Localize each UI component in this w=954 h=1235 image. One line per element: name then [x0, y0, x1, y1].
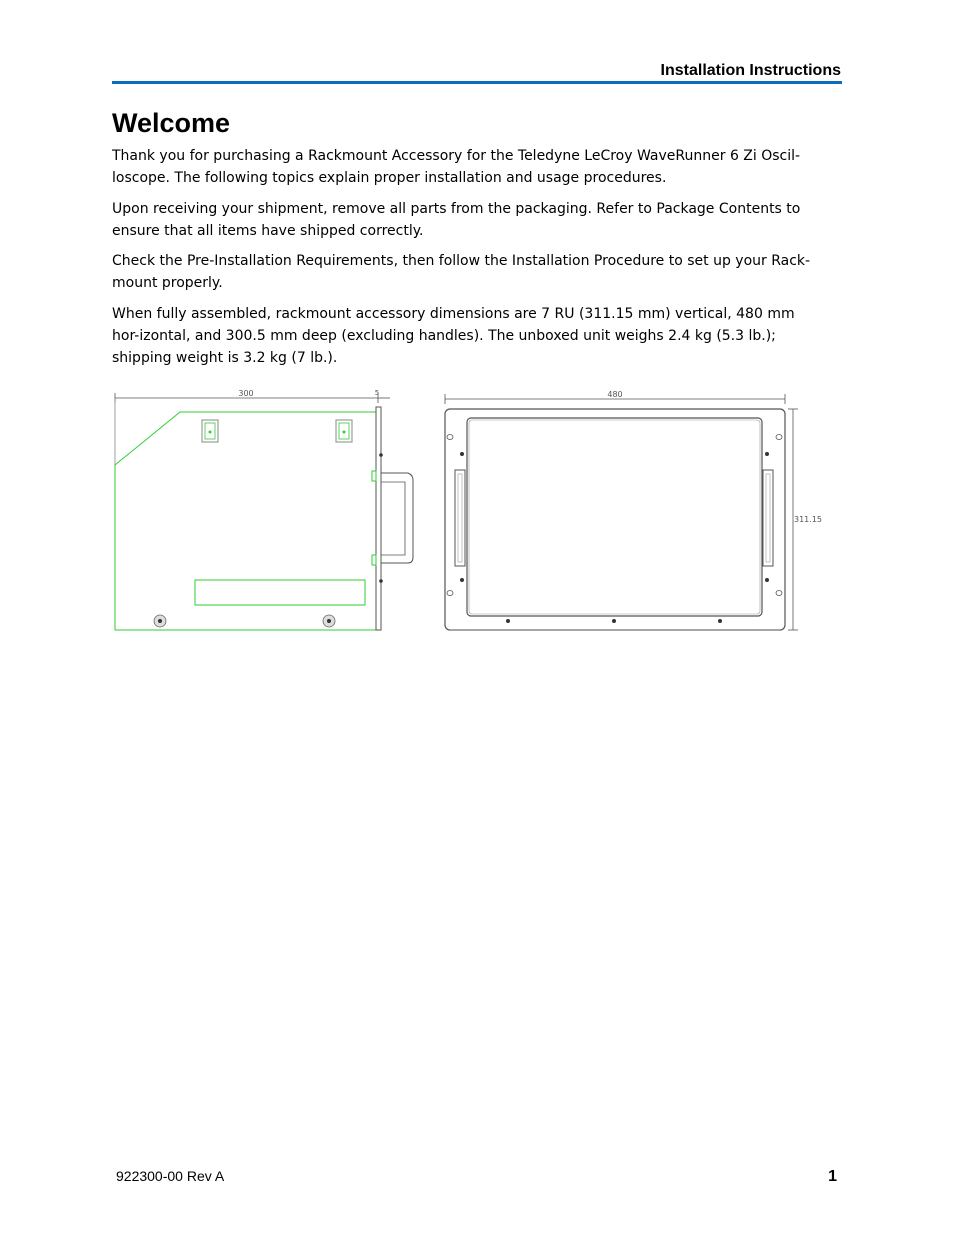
paragraph-dimensions: When fully assembled, rackmount accessory dimensions are 7 RU (311.15 mm) vertical, 480 mm hor-izontal, and 300.5 mm deep (excluding handles). The unboxed unit weighs 2.4 kg (5.3 lb.); shipping weight is 3.2 kg (7 lb.).: [112, 305, 795, 367]
paragraph-requirements: Check the Pre-Installation Requirements, then follow the Installation Procedure to set up your Rack-mount properly.: [112, 253, 811, 292]
header-rule: [112, 81, 842, 84]
page-title: Welcome: [112, 108, 231, 138]
front-width-label: 480: [607, 390, 623, 399]
side-view: [115, 389, 413, 630]
side-depth-label: 300: [238, 389, 254, 398]
rackmount-drawing: [110, 385, 830, 635]
front-height-label: 311.15: [794, 515, 822, 524]
paragraph-shipment: Upon receiving your shipment, remove all parts from the packaging. Refer to Package Contents to ensure that all items have shipped correctly.: [112, 200, 801, 239]
side-flange-label: 5: [374, 389, 380, 397]
body-text: [112, 145, 822, 378]
paragraph-intro: Thank you for purchasing a Rackmount Accessory for the Teledyne LeCroy WaveRunner 6 Zi Oscil-loscope. The following topics explain proper installation and usage procedures.: [112, 148, 801, 187]
footer-doc-number: 922300-00 Rev A: [116, 1168, 225, 1184]
front-view: [445, 390, 822, 630]
header-title: Installation Instructions: [660, 62, 841, 79]
footer-page-number: 1: [828, 1168, 837, 1185]
